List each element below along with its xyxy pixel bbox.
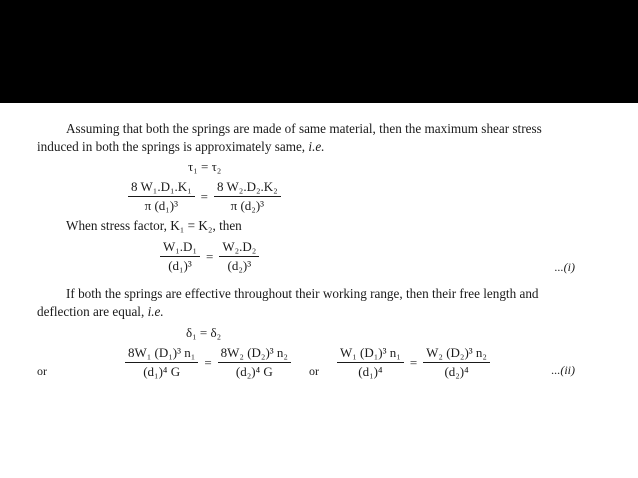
eq4-left-fraction: [337, 345, 404, 380]
or-middle: or: [309, 364, 319, 378]
para1-line2-text: induced in both the springs is approximately same,: [37, 139, 309, 154]
eq3-left-num: 8W₁ (D₁)³ n₁: [125, 345, 198, 363]
eq1-left-den: π (d₁)³: [144, 198, 179, 213]
para2-line2-text: deflection are equal,: [37, 304, 148, 319]
top-black-bar: [0, 0, 638, 103]
para2-ie: i.e.: [147, 304, 164, 319]
eq2-right-den: (d₂)³: [227, 258, 252, 273]
equation-tau: τ₁ = τ₂: [188, 159, 222, 174]
eq1-right-den: π (d₂)³: [230, 198, 265, 213]
eq4-right-den: (d₂)⁴: [444, 364, 469, 379]
eq1-left-fraction: [128, 179, 195, 214]
eq4-equals: =: [409, 354, 418, 370]
equation-label-i: ...(i): [554, 260, 575, 274]
para2-line1: If both the springs are effective throughout their working range, then their free length and: [66, 286, 539, 301]
eq1-right-num: 8 W₂.D₂.K₂: [214, 179, 281, 197]
equation-4: [337, 345, 490, 380]
equation-delta: δ₁ = δ₂: [186, 325, 222, 340]
document-page: [0, 103, 638, 478]
eq3-left-fraction: [125, 345, 198, 380]
eq1-equals: =: [200, 188, 209, 204]
eq2-equals: =: [205, 248, 214, 264]
eq2-left-fraction: [160, 239, 200, 274]
eq3-right-den: (d₂)⁴ G: [235, 364, 273, 379]
eq2-left-num: W₁.D₁: [160, 239, 200, 257]
equation-label-ii: ...(ii): [551, 363, 575, 377]
stress-factor-line: When stress factor, K₁ = K₂, then: [66, 218, 242, 233]
eq2-left-den: (d₁)³: [168, 258, 192, 273]
eq2-right-num: W₂.D₂: [219, 239, 259, 257]
or-left: or: [37, 364, 47, 378]
eq3-right-num: 8W₂ (D₂)³ n₂: [218, 345, 291, 363]
eq3-left-den: (d₁)⁴ G: [143, 364, 181, 379]
eq4-left-num: W₁ (D₁)³ n₁: [337, 345, 404, 363]
para1-ie: i.e.: [308, 139, 325, 154]
eq1-right-fraction: [214, 179, 281, 214]
eq2-right-fraction: [219, 239, 259, 274]
eq1-left-num: 8 W₁.D₁.K₁: [128, 179, 195, 197]
para1-line2: [37, 138, 325, 156]
equation-1: [128, 179, 281, 214]
eq4-left-den: (d₁)⁴: [358, 364, 383, 379]
equation-3: [125, 345, 291, 380]
equation-2: [160, 239, 259, 274]
para2-line2: [37, 303, 164, 321]
eq3-right-fraction: [218, 345, 291, 380]
eq3-equals: =: [204, 354, 212, 370]
para1-line1: Assuming that both the springs are made of same material, then the maximum shear stress: [66, 121, 542, 136]
eq4-right-num: W₂ (D₂)³ n₂: [423, 345, 490, 363]
eq4-right-fraction: [423, 345, 490, 380]
